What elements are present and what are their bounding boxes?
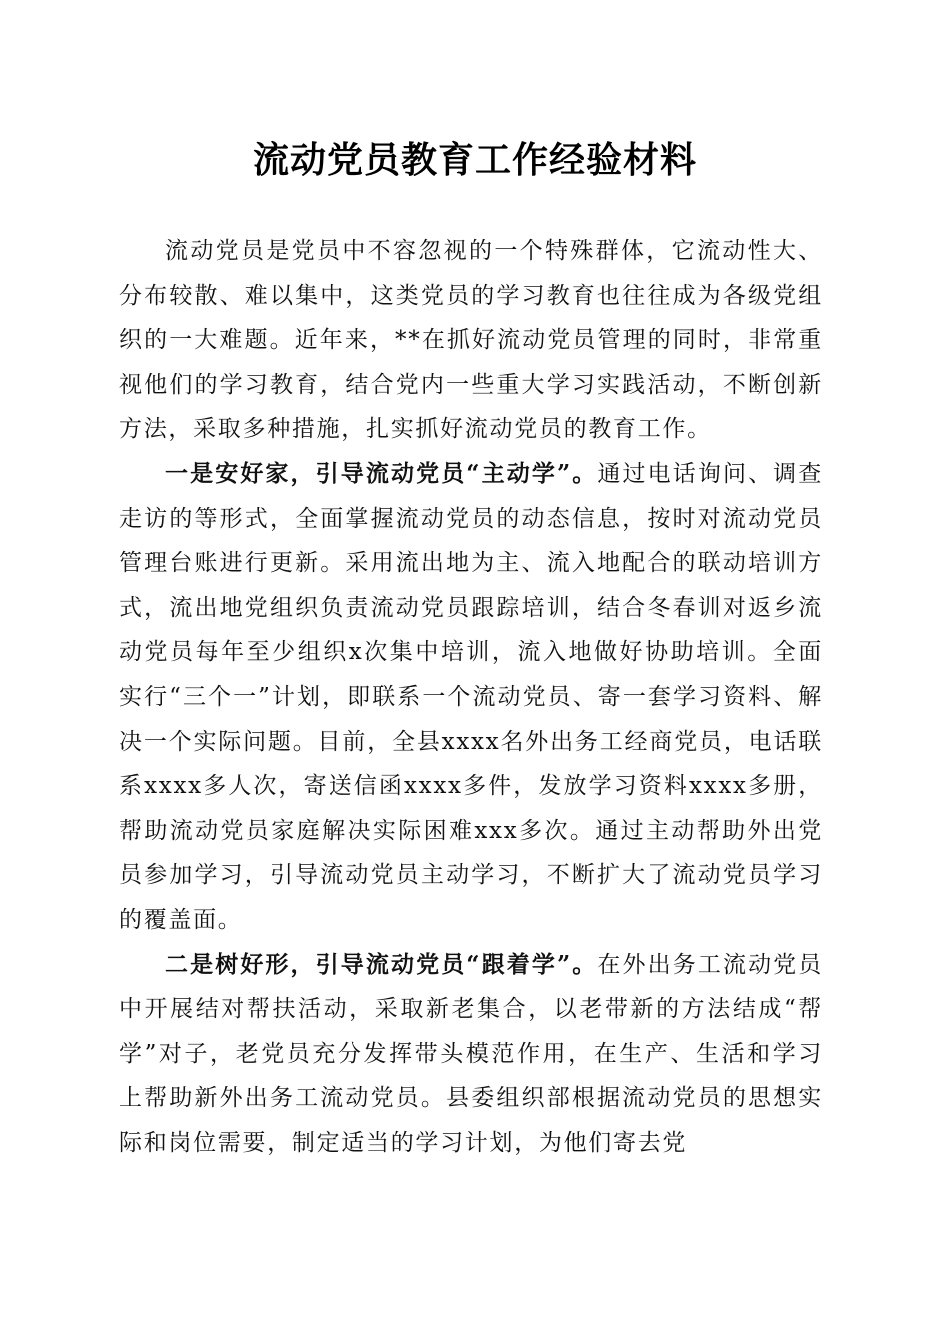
section-heading: 一是安好家，引导流动党员“主动学”。: [165, 459, 598, 487]
paragraph-intro: [119, 229, 823, 452]
paragraph-text: 通过电话询问、调查走访的等形式，全面掌握流动党员的动态信息，按时对流动党员管理台账进行更新。采用流出地为主、流入地配合的联动培训方式，流出地党组织负责流动党员跟踪培训，结合冬春训对返乡流动党员每年至少组织x次集中培训，流入地做好协助培训。全面实行“三个一”计划，即联系一个流动党员、寄一套学习资料、解决一个实际问题。目前，全县xxxx名外出务工经商党员，电话联系xxxx多人次，寄送信函xxxx多件，发放学习资料xxxx多册，帮助流动党员家庭解决实际困难xxx多次。通过主动帮助外出党员参加学习，引导流动党员主动学习，不断扩大了流动党员学习的覆盖面。: [119, 460, 823, 933]
paragraph-section-two: [119, 943, 823, 1166]
paragraph-text: 在外出务工流动党员中开展结对帮扶活动，采取新老集合，以老带新的方法结成“帮学”对子，老党员充分发挥带头模范作用，在生产、生活和学习上帮助新外出务工流动党员。县委组织部根据流动党员的思想实际和岗位需要，制定适当的学习计划，为他们寄去党: [119, 951, 823, 1156]
paragraph-text: 流动党员是党员中不容忽视的一个特殊群体，它流动性大、分布较散、难以集中，这类党员的学习教育也往往成为各级党组织的一大难题。近年来，**在抓好流动党员管理的同时，非常重视他们的学习教育，结合党内一些重大学习实践活动，不断创新方法，采取多种措施，扎实抓好流动党员的教育工作。: [119, 238, 823, 443]
document-title: 流动党员教育工作经验材料: [252, 139, 697, 181]
section-heading: 二是树好形，引导流动党员“跟着学”。: [165, 950, 598, 978]
document-body: [119, 229, 823, 1165]
paragraph-section-one: [119, 452, 823, 943]
